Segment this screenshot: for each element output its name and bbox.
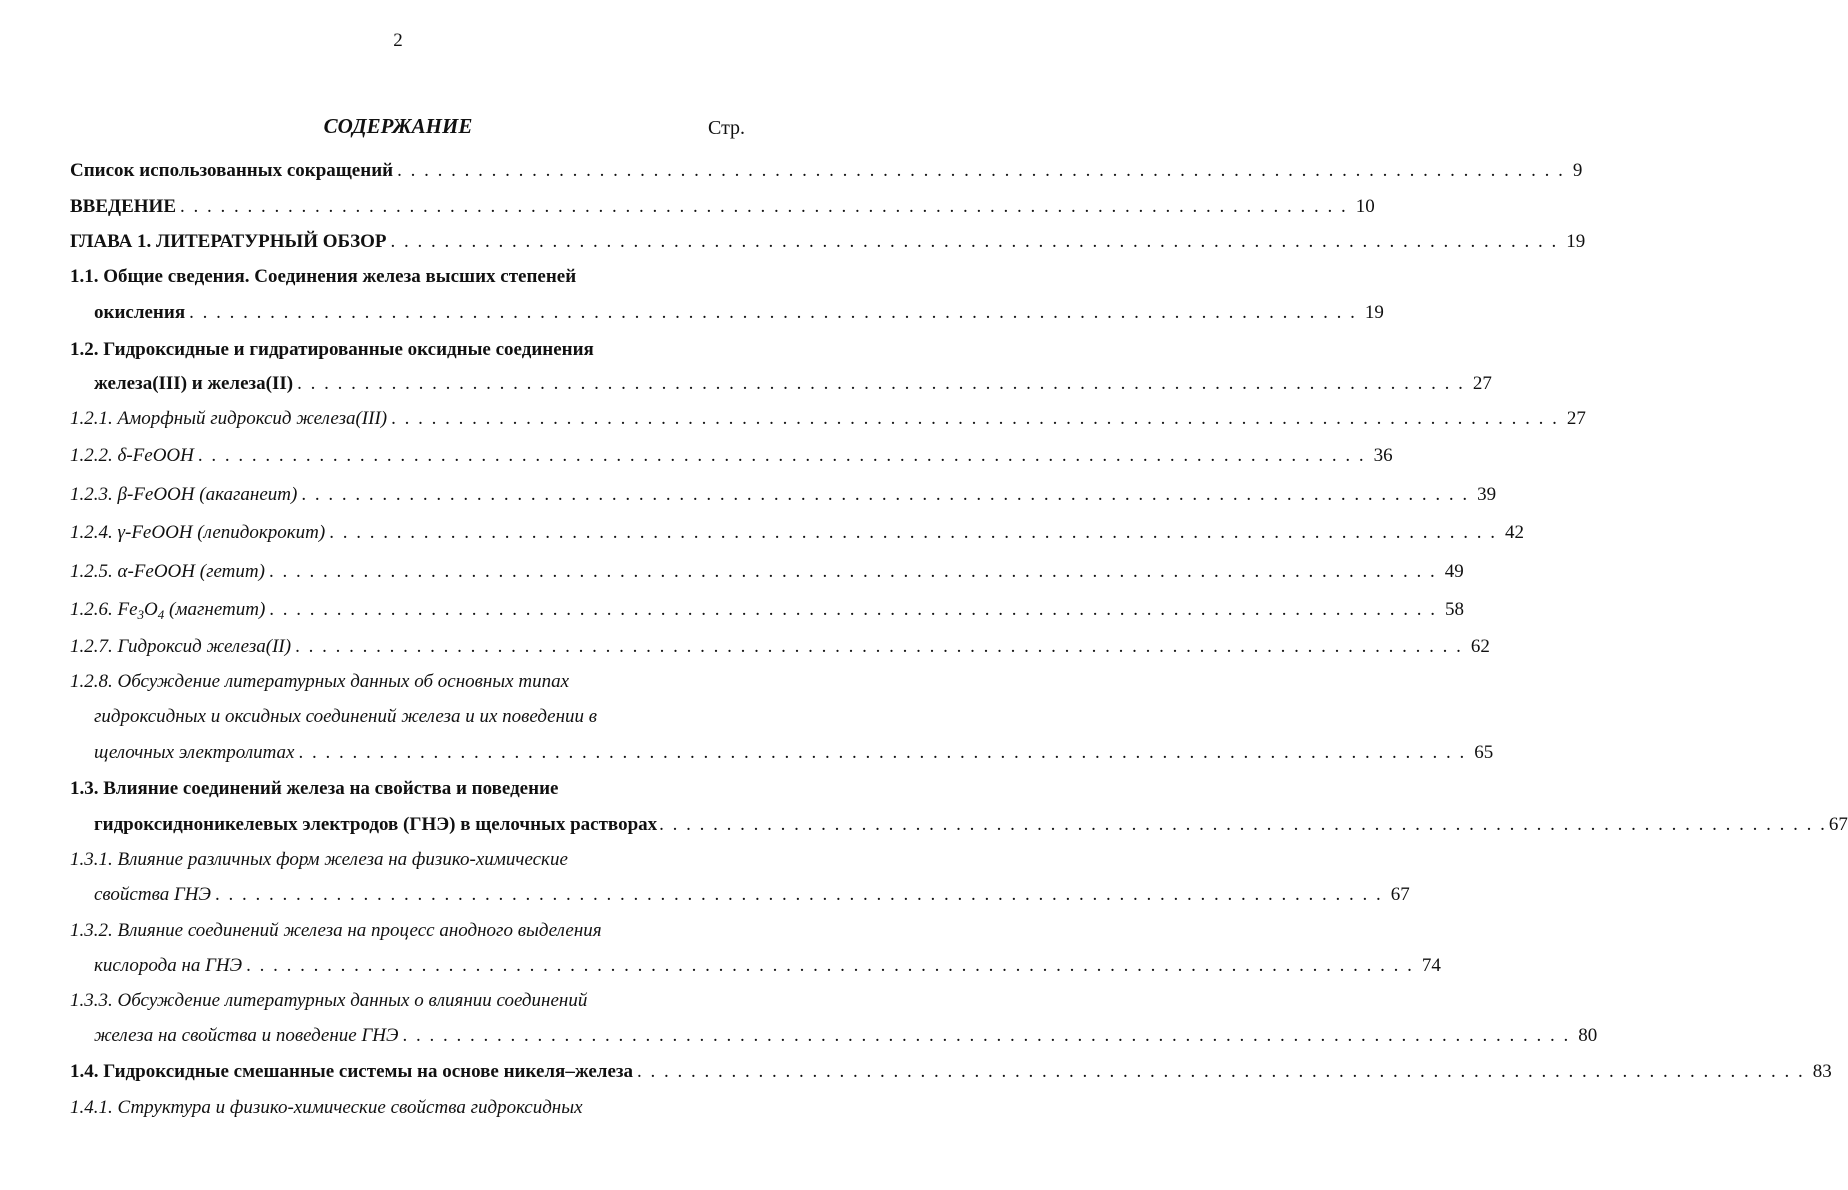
toc-leader-dots: . . . . . . . . . . . . . . . . . . . . . . . . . . . . . . . . . . . . . . . . . . . . . . . . . . . . . . . . . . . . . . . . . . . . . . . . . . . . . . . . . . . . . . .	[269, 599, 1438, 620]
toc-entry-text: Список использованных сокращений	[70, 160, 394, 181]
toc-page-number: 80	[1578, 1025, 1598, 1046]
toc-leader-dots: . . . . . . . . . . . . . . . . . . . . . . . . . . . . . . . . . . . . . . . . . . . . . . . . . . . . . . . . . . . . . . . . . . . . . . . . . . . . . . . . . . . . . . .	[402, 1025, 1571, 1046]
toc-page-number: 83	[1812, 1061, 1832, 1082]
toc-leader-dots: . . . . . . . . . . . . . . . . . . . . . . . . . . . . . . . . . . . . . . . . . . . . . . . . . . . . . . . . . . . . . . . . . . . . . . . . . . . . . . . . . . . . . . .	[391, 408, 1559, 429]
toc-page-number: 9	[1572, 160, 1583, 181]
toc-page-number: 62	[1470, 636, 1490, 657]
toc-entry-text: 1.2.3. β-FeOOH (акаганеит)	[70, 484, 298, 505]
toc-entry-text: 1.2. Гидроксидные и гидратированные оксидные соединения	[70, 339, 594, 360]
toc-page-number: 49	[1444, 561, 1464, 582]
toc-page-number: 58	[1445, 599, 1465, 620]
toc-leader-dots: . . . . . . . . . . . . . . . . . . . . . . . . . . . . . . . . . . . . . . . . . . . . . . . . . . . . . . . . . . . . . . . . . . . . . . . . . . . . . . . . . . . . . . .	[197, 445, 1366, 466]
toc-leader-dots: . . . . . . . . . . . . . . . . . . . . . . . . . . . . . . . . . . . . . . . . . . . . . . . . . . . . . . . . . . . . . . . . . . . . . . . . . . . . . . . . . . . . . . .	[301, 484, 1470, 505]
pages-column-label: Стр.	[708, 117, 746, 139]
toc-leader-dots: . . . . . . . . . . . . . . . . . . . . . . . . . . . . . . . . . . . . . . . . . . . . . . . . . . . . . . . . . . . . . . . . . . . . . . . . . . . . . . . . . . . . . . .	[180, 196, 1348, 217]
toc-leader-dots: . . . . . . . . . . . . . . . . . . . . . . . . . . . . . . . . . . . . . . . . . . . . . . . . . . . . . . . . . . . . . . . . . . . . . . . . . . . . . . . . . . . . . . .	[189, 302, 1357, 323]
toc-leader-dots: . . . . . . . . . . . . . . . . . . . . . . . . . . . . . . . . . . . . . . . . . . . . . . . . . . . . . . . . . . . . . . . . . . . . . . . . . . . . . . . . . . . . . . .	[637, 1061, 1805, 1082]
toc-page-number: 65	[1474, 742, 1494, 763]
toc-leader-dots: . . . . . . . . . . . . . . . . . . . . . . . . . . . . . . . . . . . . . . . . . . . . . . . . . . . . . . . . . . . . . . . . . . . . . . . . . . . . . . . . . . . . . . .	[659, 814, 1827, 835]
toc-page-number: 27	[1472, 373, 1492, 394]
toc-leader-dots: . . . . . . . . . . . . . . . . . . . . . . . . . . . . . . . . . . . . . . . . . . . . . . . . . . . . . . . . . . . . . . . . . . . . . . . . . . . . . . . . . . . . . . .	[390, 231, 1559, 252]
toc-entry-text: окисления	[94, 302, 186, 323]
toc-entry-text: 1.4.1. Структура и физико-химические свойства гидроксидных	[70, 1097, 583, 1118]
toc-page-number: 74	[1421, 955, 1441, 976]
toc-page-number: 67	[1390, 884, 1410, 905]
toc-entry-text: гидроксидных и оксидных соединений железа и их поведении в	[94, 706, 598, 727]
toc-page-number: 42	[1504, 522, 1524, 543]
toc-entry-text: 1.2.4. γ-FeOOH (лепидокрокит)	[70, 522, 326, 543]
toc-leader-dots: . . . . . . . . . . . . . . . . . . . . . . . . . . . . . . . . . . . . . . . . . . . . . . . . . . . . . . . . . . . . . . . . . . . . . . . . . . . . . . . . . . . . . . .	[329, 522, 1497, 543]
toc-entry-text: 1.2.1. Аморфный гидроксид железа(III)	[70, 408, 388, 429]
toc-entry-text: 1.2.8. Обсуждение литературных данных об основных типах	[70, 671, 570, 692]
toc-leader-dots: . . . . . . . . . . . . . . . . . . . . . . . . . . . . . . . . . . . . . . . . . . . . . . . . . . . . . . . . . . . . . . . . . . . . . . . . . . . . . . . . . . . . . . .	[295, 636, 1463, 657]
toc-page-number: 10	[1355, 196, 1375, 217]
toc-entry-text: ВВЕДЕНИЕ	[70, 196, 176, 217]
toc-leader-dots: . . . . . . . . . . . . . . . . . . . . . . . . . . . . . . . . . . . . . . . . . . . . . . . . . . . . . . . . . . . . . . . . . . . . . . . . . . . . . . . . . . . . . . .	[297, 373, 1465, 394]
toc-entry-text: ГЛАВА 1. ЛИТЕРАТУРНЫЙ ОБЗОР	[70, 231, 387, 252]
toc-entry-text: железа(III) и железа(II)	[94, 373, 294, 394]
toc-entry-text: 1.3.3. Обсуждение литературных данных о влиянии соединений	[70, 990, 588, 1011]
toc-entry-text: щелочных электролитах	[94, 742, 295, 763]
toc-entry-text: железа на свойства и поведение ГНЭ	[94, 1025, 399, 1046]
toc-page-number: 27	[1566, 408, 1586, 429]
toc-entry-text: 1.2.6. $Fe_3O_4$ (магнетит)	[70, 599, 266, 622]
page-number: 2	[393, 30, 403, 51]
toc-entry-text: 1.2.5. α-FeOOH (гетит)	[70, 561, 265, 582]
toc-entry-text: свойства ГНЭ	[94, 884, 211, 905]
toc-entry-text: 1.2.2. δ-FeOOH	[70, 445, 194, 466]
toc-page-number: 67	[1828, 814, 1848, 835]
toc-entry-text: 1.1. Общие сведения. Соединения железа высших степеней	[70, 266, 577, 287]
toc-entry-text: 1.2.7. Гидроксид железа(II)	[70, 636, 292, 657]
toc-entry-text: 1.3.1. Влияние различных форм железа на физико-химические	[70, 849, 568, 870]
toc-entry-text: 1.3. Влияние соединений железа на свойства и поведение	[70, 778, 559, 799]
toc-entry-text: кислорода на ГНЭ	[94, 955, 243, 976]
toc-entry-text: 1.3.2. Влияние соединений железа на процесс анодного выделения	[70, 920, 602, 941]
toc-entry-text: гидроксидноникелевых электродов (ГНЭ) в щелочных растворах	[94, 814, 658, 835]
toc-entry-text: 1.4. Гидроксидные смешанные системы на основе никеля–железа	[70, 1061, 634, 1082]
toc-leader-dots: . . . . . . . . . . . . . . . . . . . . . . . . . . . . . . . . . . . . . . . . . . . . . . . . . . . . . . . . . . . . . . . . . . . . . . . . . . . . . . . . . . . . . . .	[268, 561, 1437, 582]
toc-title: СОДЕРЖАНИЕ	[323, 114, 473, 138]
toc-page-number: 36	[1373, 445, 1393, 466]
toc-leader-dots: . . . . . . . . . . . . . . . . . . . . . . . . . . . . . . . . . . . . . . . . . . . . . . . . . . . . . . . . . . . . . . . . . . . . . . . . . . . . . . . . . . . . . . .	[397, 160, 1565, 181]
toc-page-number: 39	[1477, 484, 1497, 505]
toc-page-number: 19	[1566, 231, 1586, 252]
toc-leader-dots: . . . . . . . . . . . . . . . . . . . . . . . . . . . . . . . . . . . . . . . . . . . . . . . . . . . . . . . . . . . . . . . . . . . . . . . . . . . . . . . . . . . . . . .	[214, 884, 1383, 905]
toc-page-number: 19	[1364, 302, 1384, 323]
toc-leader-dots: . . . . . . . . . . . . . . . . . . . . . . . . . . . . . . . . . . . . . . . . . . . . . . . . . . . . . . . . . . . . . . . . . . . . . . . . . . . . . . . . . . . . . . .	[246, 955, 1414, 976]
toc-leader-dots: . . . . . . . . . . . . . . . . . . . . . . . . . . . . . . . . . . . . . . . . . . . . . . . . . . . . . . . . . . . . . . . . . . . . . . . . . . . . . . . . . . . . . . .	[298, 742, 1467, 763]
